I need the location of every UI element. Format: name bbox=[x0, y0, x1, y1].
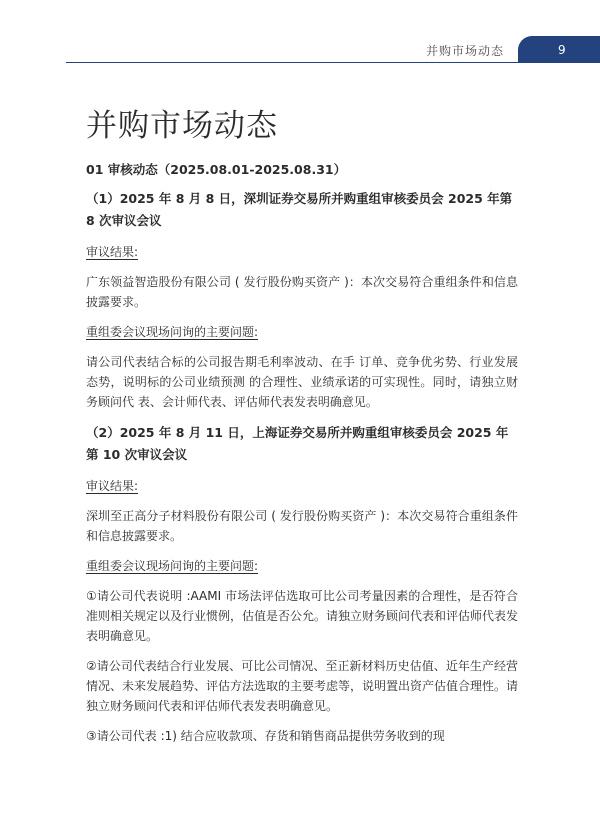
page-content bbox=[86, 104, 518, 746]
question-paragraph: ①请公司代表说明 :AAMI 市场法评估选取可比公司考量因素的合理性，是否符合准则相关规定以及行业惯例，估值是否公允。请独立财务顾问代表和评估师代表发表明确意见。 bbox=[86, 589, 519, 643]
result-label: 审议结果: bbox=[86, 479, 139, 493]
questions-label: 重组委会议现场问询的主要问题: bbox=[86, 559, 259, 573]
questions-label: 重组委会议现场问询的主要问题: bbox=[86, 325, 259, 339]
header-title: 并购市场动态 bbox=[425, 44, 504, 58]
section-heading: 01 审核动态（2025.08.01-2025.08.31） bbox=[86, 162, 347, 177]
page-header bbox=[0, 38, 600, 64]
meeting-block-2 bbox=[86, 422, 518, 746]
meeting-heading: （1）2025 年 8 月 8 日，深圳证券交易所并购重组审核委员会 2025 年第 8 次审议会议 bbox=[86, 191, 513, 228]
page-number: 9 bbox=[558, 42, 566, 57]
result-text: 广东领益智造股份有限公司 ( 发行股份购买资产 )：本次交易符合重组条件和信息披露要求。 bbox=[86, 275, 518, 309]
meeting-block-1 bbox=[86, 188, 518, 412]
page-title: 并购市场动态 bbox=[86, 108, 278, 144]
meeting-heading: （2）2025 年 8 月 11 日，上海证券交易所并购重组审核委员会 2025 年第 10 次审议会议 bbox=[86, 425, 509, 462]
result-label: 审议结果: bbox=[86, 245, 139, 259]
header-divider bbox=[66, 62, 600, 63]
question-paragraph: ②请公司代表结合行业发展、可比公司情况、至正新材料历史估值、近年生产经营情况、未来发展趋势、评估方法选取的主要考虑等，说明置出资产估值合理性。请独立财务顾问代表和评估师代表发表明确意见。 bbox=[86, 659, 519, 713]
question-paragraph: ③请公司代表 :1) 结合应收款项、存货和销售商品提供劳务收到的现 bbox=[86, 729, 445, 743]
page-number-tab bbox=[518, 36, 600, 63]
result-text: 深圳至正高分子材料股份有限公司 ( 发行股份购买资产 )：本次交易符合重组条件和信息披露要求。 bbox=[86, 509, 518, 543]
question-paragraph: 请公司代表结合标的公司报告期毛利率波动、在手 订单、竞争优劣势、行业发展态势，说明标的公司业绩预测 的合理性、业绩承诺的可实现性。同时，请独立财务顾问代 表、会计师代表、评估师代表发表明确意见。 bbox=[86, 355, 518, 409]
